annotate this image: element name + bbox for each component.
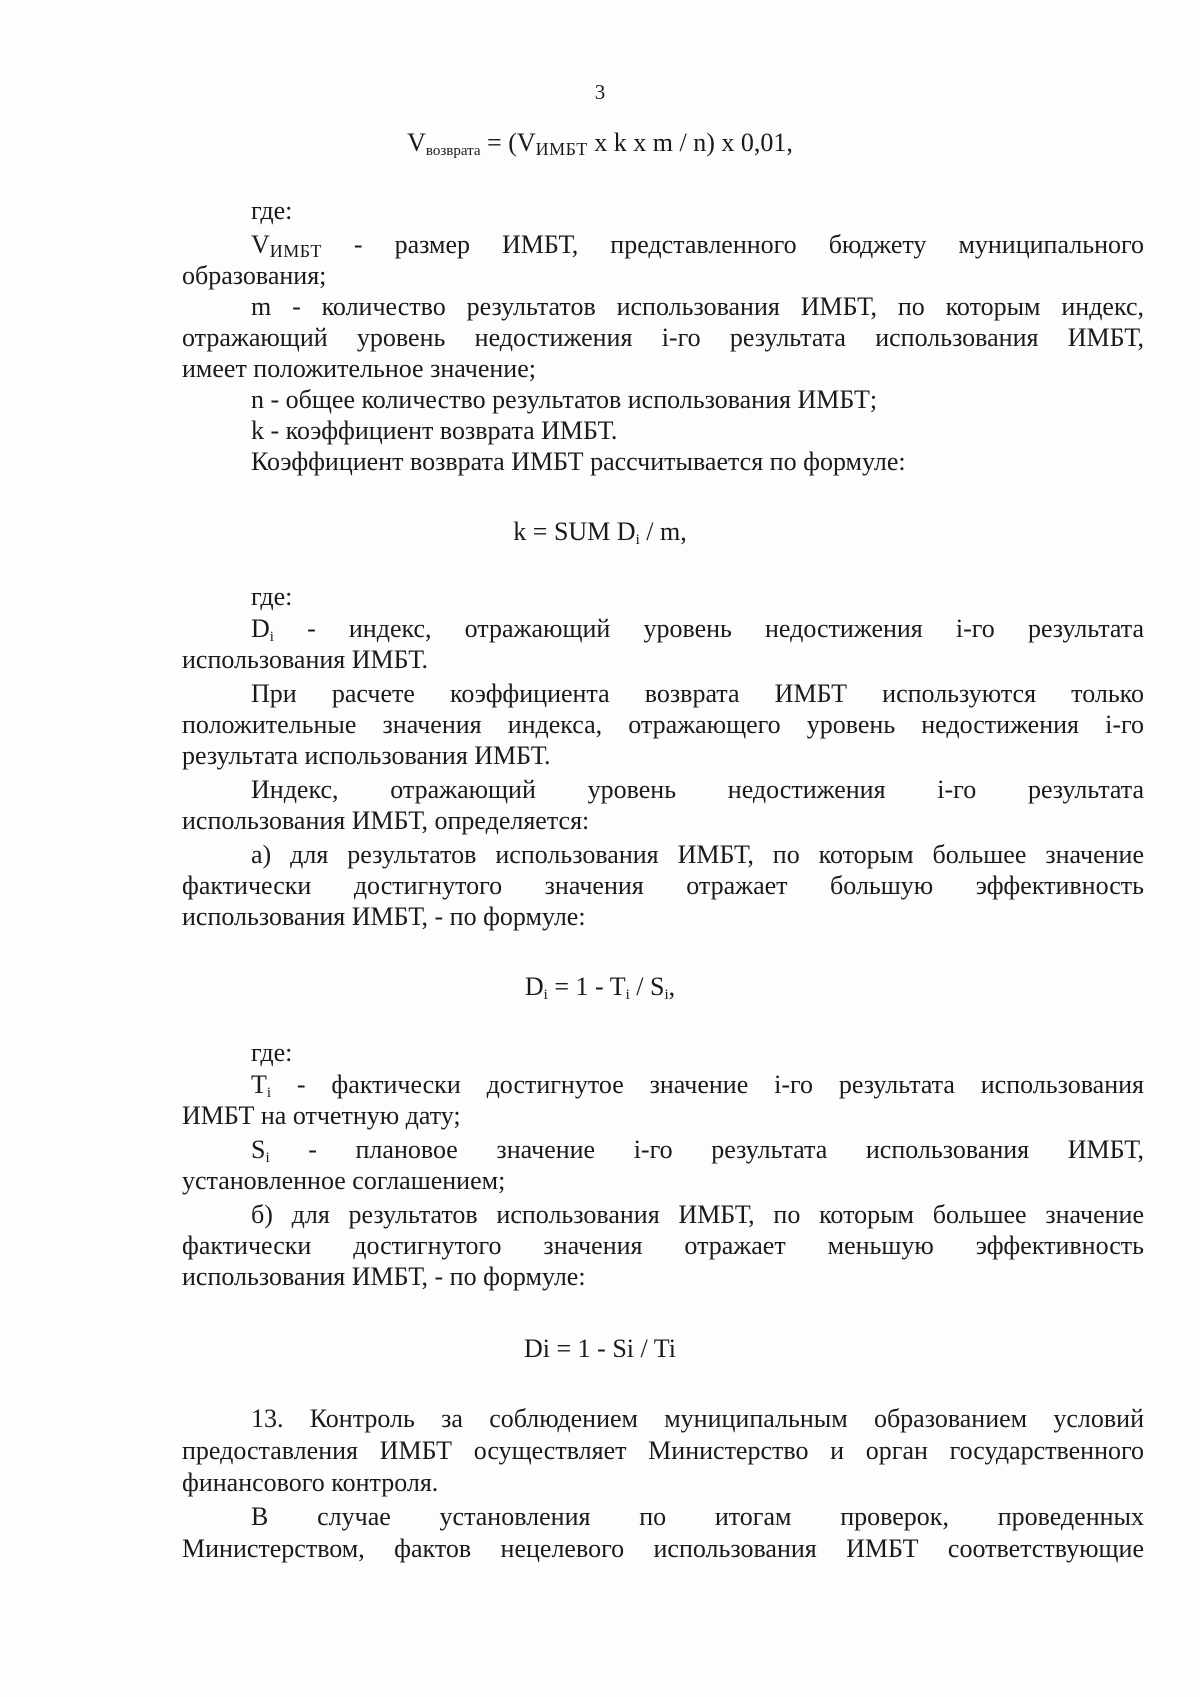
formula-k [0, 517, 1200, 547]
where-label-3: где: [251, 1038, 293, 1067]
def-s-subscript: i [265, 1150, 270, 1166]
para-positive-line-2: положительные значения индекса, отражающего уровень недостижения i-го [182, 710, 1144, 739]
def-m-line-2: отражающий уровень недостижения i-го результата использования ИМБТ, [182, 323, 1144, 352]
def-s-line-1 [251, 1135, 1144, 1165]
formula-end: , [668, 972, 676, 1001]
def-s-text: - плановое значение i-го результата использования ИМБТ, [269, 1135, 1144, 1164]
formula-rest: x k x m / n) x 0,01, [587, 128, 793, 157]
formula-d-a [0, 972, 1200, 1002]
para-positive-line-3: результата использования ИМБТ. [182, 741, 551, 770]
para-index-line-2: использования ИМБТ, определяется: [182, 806, 590, 835]
item-a-line-3: использования ИМБТ, - по формуле: [182, 902, 586, 931]
def-m-line-1: m - количество результатов использования ИМБТ, по которым индекс, [251, 292, 1144, 321]
formula-d: D [524, 972, 544, 1001]
formula-d-subscript: i [543, 987, 548, 1003]
def-n: n - общее количество результатов использования ИМБТ; [251, 385, 878, 414]
formula-imbt-subscript: ИМБТ [535, 139, 588, 159]
formula-t-subscript: i [625, 987, 630, 1003]
def-s-symbol: S [251, 1135, 266, 1164]
formula-k-post: / m, [639, 517, 687, 546]
formula-k-subscript: i [635, 532, 640, 548]
def-t-symbol: T [251, 1070, 267, 1099]
def-k: k - коэффициент возврата ИМБТ. [251, 416, 618, 445]
k-intro: Коэффициент возврата ИМБТ рассчитывается по формуле: [251, 447, 906, 476]
def-d-symbol: D [251, 614, 270, 643]
def-v-line-1 [251, 230, 1144, 260]
formula-mid: = 1 - T [547, 972, 626, 1001]
formula-v: V [407, 128, 426, 157]
where-label-1: где: [251, 196, 293, 225]
def-v-symbol: V [251, 230, 270, 259]
def-t-subscript: i [266, 1085, 272, 1101]
item-a-line-2: фактически достигнутого значения отражает большую эффективность [182, 871, 1144, 900]
formula-s-subscript: i [664, 987, 669, 1003]
item-b-line-2: фактически достигнутого значения отражает меньшую эффективность [182, 1231, 1144, 1260]
item-a-line-1: а) для результатов использования ИМБТ, по которым большее значение [251, 840, 1144, 869]
def-d-text: - индекс, отражающий уровень недостижения i-го результата [273, 614, 1144, 643]
page-number: 3 [594, 80, 606, 104]
formula-v-subscript: возврата [425, 143, 481, 159]
item-b-line-3: использования ИМБТ, - по формуле: [182, 1262, 586, 1291]
formula-k-pre: k = SUM D [513, 517, 636, 546]
para-13-line-1: 13. Контроль за соблюдением муниципальным образованием условий [251, 1404, 1144, 1433]
def-v-text: - размер ИМБТ, представленного бюджету муниципального [321, 230, 1144, 259]
def-v-subscript: ИМБТ [269, 241, 322, 261]
formula-eq: = (V [480, 128, 536, 157]
def-t-line-1 [251, 1070, 1144, 1100]
where-label-2: где: [251, 582, 293, 611]
def-v-line-2: образования; [182, 261, 327, 290]
para-13-line-2: предоставления ИМБТ осуществляет Министерство и орган государственного [182, 1436, 1144, 1465]
def-t-line-2: ИМБТ на отчетную дату; [182, 1101, 461, 1130]
def-d-line-2: использования ИМБТ. [182, 645, 428, 674]
para-index-line-1: Индекс, отражающий уровень недостижения i-го результата [251, 775, 1144, 804]
para-last-line-2: Министерством, фактов нецелевого использования ИМБТ соответствующие [182, 1534, 1144, 1563]
item-b-line-1: б) для результатов использования ИМБТ, по которым большее значение [251, 1200, 1144, 1229]
formula-return-volume [0, 128, 1200, 158]
formula-d-b: Di = 1 - Si / Ti [524, 1334, 676, 1363]
para-positive-line-1: При расчете коэффициента возврата ИМБТ используются только [251, 679, 1144, 708]
def-d-subscript: i [269, 629, 274, 645]
def-d-line-1 [251, 614, 1144, 644]
def-m-line-3: имеет положительное значение; [182, 354, 536, 383]
def-t-text: - фактически достигнутое значение i-го результата использования [271, 1070, 1144, 1099]
para-13-line-3: финансового контроля. [182, 1468, 439, 1497]
def-s-line-2: установленное соглашением; [182, 1166, 506, 1195]
formula-slash: / S [629, 972, 665, 1001]
para-last-line-1: В случае установления по итогам проверок, проведенных [251, 1502, 1144, 1531]
